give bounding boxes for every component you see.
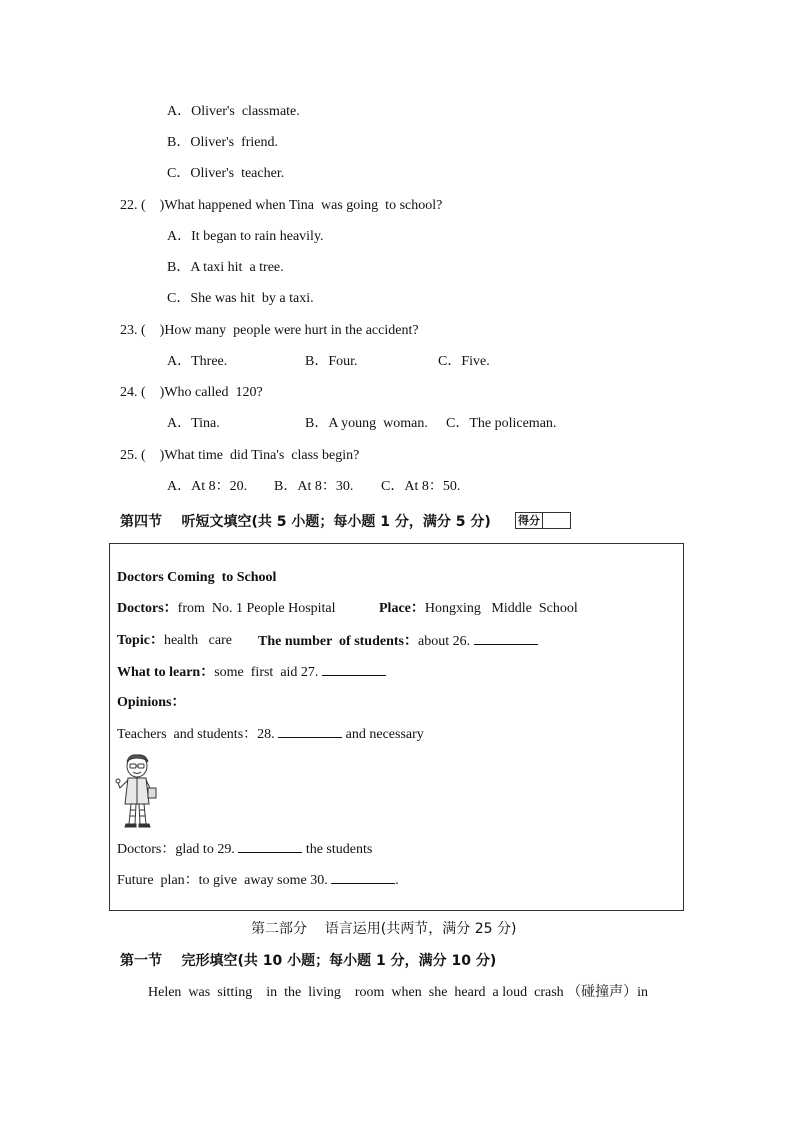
notice-doctors-opinion-row xyxy=(117,840,372,859)
doctor-illustration xyxy=(115,752,163,830)
notice-place-row xyxy=(379,600,578,618)
q21-option-a: A．Oliver's classmate. xyxy=(167,104,300,119)
blank-28[interactable] xyxy=(278,725,342,738)
q21-option-c: C．Oliver's teacher. xyxy=(167,166,285,181)
teachers-after: and necessary xyxy=(345,727,424,742)
q22-option-b: B．A taxi hit a tree. xyxy=(167,260,284,275)
blank-29[interactable] xyxy=(238,840,302,853)
place-value: Hongxing Middle School xyxy=(424,601,578,616)
q23-option-b: B．Four. xyxy=(305,354,358,369)
q22-option-c: C．She was hit by a taxi. xyxy=(167,291,314,306)
topic-value: health care xyxy=(163,633,232,648)
notice-number-row xyxy=(258,632,538,651)
part2-heading: 第二部分 语言运用(共两节，满分 25 分) xyxy=(251,921,517,937)
q23-option-c: C．Five. xyxy=(438,354,490,369)
q24-option-c: C．The policeman. xyxy=(446,416,557,431)
q22-stem: 22. ( )What happened when Tina was going to school? xyxy=(120,198,443,213)
doctors-opinion-text: Doctors：glad to 29. xyxy=(117,842,235,857)
q25-option-a: A．At 8：20. xyxy=(167,479,248,494)
notice-teachers-row xyxy=(117,725,424,744)
score-box xyxy=(515,512,571,529)
doctors-value: from No. 1 People Hospital xyxy=(177,601,336,616)
q23-option-a: A．Three. xyxy=(167,354,228,369)
notice-topic-row xyxy=(117,632,232,650)
q23-stem: 23. ( )How many people were hurt in the accident? xyxy=(120,323,419,338)
future-text: Future plan：to give away some 30. xyxy=(117,873,328,888)
notice-title: Doctors Coming to School xyxy=(117,570,277,585)
q25-stem: 25. ( )What time did Tina's class begin? xyxy=(120,448,360,463)
opinions-label: Opinions： xyxy=(117,695,186,710)
blank-30[interactable] xyxy=(331,871,395,884)
q22-option-a: A．It began to rain heavily. xyxy=(167,229,324,244)
q25-option-b: B．At 8：30. xyxy=(274,479,354,494)
q25-option-c: C．At 8：50. xyxy=(381,479,461,494)
learn-value: some first aid 27. xyxy=(214,665,319,680)
q24-option-a: A．Tina. xyxy=(167,416,220,431)
doctors-opinion-after: the students xyxy=(305,842,373,857)
learn-label: What to learn： xyxy=(117,665,215,680)
passage-first-line: Helen was sitting in the living room when she heard a loud crash （碰撞声）in xyxy=(148,985,649,1000)
place-label: Place： xyxy=(379,601,425,616)
teachers-text: Teachers and students：28. xyxy=(117,727,275,742)
doctors-label: Doctors： xyxy=(117,601,178,616)
number-value: about 26. xyxy=(418,634,471,649)
notice-future-row xyxy=(117,871,399,890)
number-label: The number of students： xyxy=(258,634,418,649)
q24-option-b: B．A young woman. xyxy=(305,416,428,431)
future-after: . xyxy=(395,873,399,888)
blank-27[interactable] xyxy=(322,663,386,676)
notice-doctors-row xyxy=(117,600,336,618)
q21-option-b: B．Oliver's friend. xyxy=(167,135,279,150)
section4-heading: 第四节 听短文填空(共 5 小题；每小题 1 分，满分 5 分) xyxy=(120,514,491,530)
blank-26[interactable] xyxy=(474,632,538,645)
notice-learn-row xyxy=(117,663,386,682)
topic-label: Topic： xyxy=(117,633,164,648)
q24-stem: 24. ( )Who called 120? xyxy=(120,385,263,400)
section1-heading: 第一节 完形填空(共 10 小题；每小题 1 分，满分 10 分) xyxy=(120,953,497,969)
score-label: 得分 xyxy=(516,513,543,528)
